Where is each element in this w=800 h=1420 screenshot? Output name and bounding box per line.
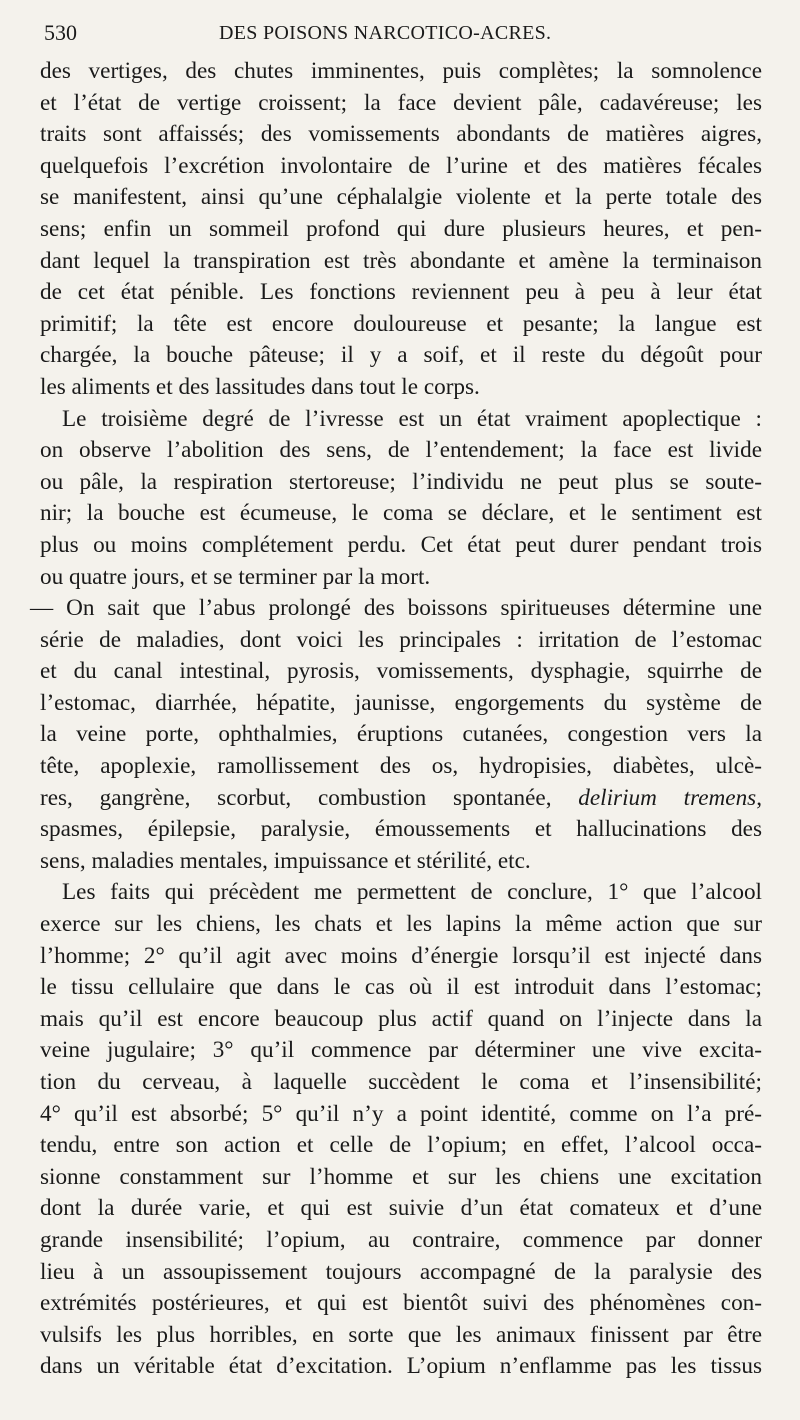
- italic-term: delirium tremens: [578, 784, 757, 811]
- text-line: 4° qu’il est absorbé; 5° qu’il n’y a point identité, comme on l’a pré-: [40, 1100, 762, 1127]
- paragraph: [40, 56, 762, 404]
- text-line: quelquefois l’excrétion involontaire de l’urine et des matières fécales: [40, 152, 762, 179]
- text-line: veine jugulaire; 3° qu’il commence par déterminer une vive excita-: [40, 1037, 762, 1064]
- text-line: Le troisième degré de l’ivresse est un état vraiment apoplectique :: [62, 405, 762, 432]
- text-line: nir; la bouche est écumeuse, le coma se déclare, et le sentiment est: [40, 500, 762, 527]
- text-run: res, gangrène, scorbut, combustion spontanée,: [40, 784, 552, 811]
- text-line: les aliments et des lassitudes dans tout le corps.: [40, 373, 480, 400]
- running-title: DES POISONS NARCOTICO-ACRES.: [219, 22, 552, 44]
- text-line: lieu à un assoupissement toujours accompagné de la paralysie des: [40, 1258, 762, 1285]
- text-line: dans un véritable état d’excitation. L’opium n’enflamme pas les tissus: [40, 1353, 762, 1380]
- text-line: — On sait que l’abus prolongé des boissons spiritueuses détermine une: [30, 595, 762, 622]
- text-line: le tissu cellulaire que dans le cas où il est introduit dans l’estomac;: [40, 974, 762, 1001]
- text-line-with-italic: [40, 783, 762, 815]
- text-line: des vertiges, des chutes imminentes, puis complètes; la somnolence: [40, 58, 762, 84]
- page-number: 530: [44, 20, 77, 45]
- text-line: plus ou moins complétement perdu. Cet état peut durer pendant trois: [40, 531, 762, 558]
- text-line: grande insensibilité; l’opium, au contraire, commence par donner: [40, 1226, 762, 1253]
- text-line: traits sont affaissés; des vomissements abondants de matières aigres,: [40, 121, 762, 148]
- text-line: ou pâle, la respiration stertoreuse; l’individu ne peut plus se soute-: [40, 468, 762, 495]
- text-line: l’estomac, diarrhée, hépatite, jaunisse, engorgements du système de: [40, 689, 762, 716]
- text-line: la veine porte, ophthalmies, éruptions cutanées, congestion vers la: [40, 721, 762, 748]
- text-line: l’homme; 2° qu’il agit avec moins d’énergie lorsqu’il est injecté dans: [40, 942, 762, 969]
- text-line: vulsifs les plus horribles, en sorte que les animaux finissent par être: [40, 1321, 762, 1348]
- text-run: ,: [756, 784, 762, 811]
- text-line: Les faits qui précèdent me permettent de conclure, 1° que l’alcool: [62, 879, 762, 906]
- text-line: extrémités postérieures, et qui est bientôt suivi des phénomènes con-: [40, 1290, 762, 1317]
- text-line: et l’état de vertige croissent; la face devient pâle, cadavéreuse; les: [40, 89, 762, 116]
- text-line: dont la durée varie, et qui est suivie d’un état comateux et d’une: [40, 1195, 762, 1222]
- text-line: de cet état pénible. Les fonctions reviennent peu à peu à leur état: [40, 279, 762, 306]
- text-line: dant lequel la transpiration est très abondante et amène la terminaison: [40, 247, 762, 274]
- paragraph: [40, 877, 762, 1383]
- text-line: sens, maladies mentales, impuissance et stérilité, etc.: [40, 847, 531, 874]
- text-line: exerce sur les chiens, les chats et les lapins la même action que sur: [40, 911, 762, 938]
- text-line: on observe l’abolition des sens, de l’entendement; la face est livide: [40, 437, 762, 464]
- paragraph: [30, 593, 762, 877]
- page-body: [30, 56, 762, 1383]
- text-line: et du canal intestinal, pyrosis, vomissements, dysphagie, squirrhe de: [40, 658, 762, 685]
- text-line: série de maladies, dont voici les principales : irritation de l’estomac: [40, 626, 762, 653]
- text-line: sens; enfin un sommeil profond qui dure plusieurs heures, et pen-: [40, 215, 762, 242]
- text-line: tendu, entre son action et celle de l’opium; en effet, l’alcool occa-: [40, 1132, 762, 1159]
- text-line: sionne constamment sur l’homme et sur les chiens une excitation: [40, 1163, 762, 1190]
- text-line: ou quatre jours, et se terminer par la mort.: [40, 563, 431, 590]
- paragraph: [40, 404, 762, 594]
- text-line: se manifestent, ainsi qu’une céphalalgie violente et la perte totale des: [40, 184, 762, 211]
- text-line: primitif; la tête est encore douloureuse et pesante; la langue est: [40, 310, 762, 337]
- text-line: tion du cerveau, à laquelle succèdent le coma et l’insensibilité;: [40, 1069, 762, 1095]
- page-header: [44, 14, 756, 50]
- text-line: tête, apoplexie, ramollissement des os, hydropisies, diabètes, ulcè-: [40, 753, 762, 780]
- text-line: chargée, la bouche pâteuse; il y a soif, et il reste du dégoût pour: [40, 342, 762, 369]
- text-line: mais qu’il est encore beaucoup plus actif quand on l’injecte dans la: [40, 1005, 762, 1032]
- text-line: spasmes, épilepsie, paralysie, émoussements et hallucinations des: [40, 816, 762, 843]
